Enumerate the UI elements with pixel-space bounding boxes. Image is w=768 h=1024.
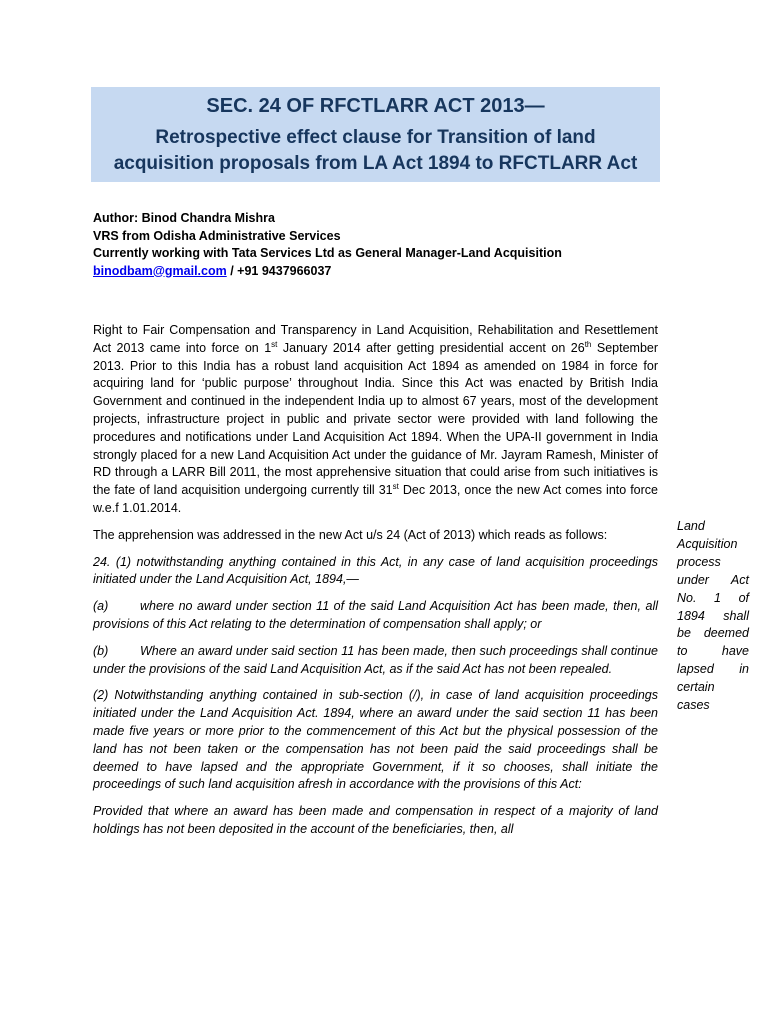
clause-a bbox=[93, 598, 658, 634]
superscript-th: th bbox=[584, 339, 592, 349]
document-body bbox=[93, 322, 658, 848]
subtitle-line-2: acquisition proposals from LA Act 1894 to RFCTLARR Act bbox=[113, 153, 638, 174]
section-24-1: 24. (1) notwithstanding anything contained in this Act, in any case of land acquisition proceedings initiated under the Land Acquisition Act, 1894,— bbox=[93, 554, 658, 587]
clause-b-text: Where an award under said section 11 has been made, then such proceedings shall continue under the provisions of the said Land Acquisition Act, as if the said Act has not been repealed. bbox=[93, 643, 658, 676]
title-box bbox=[91, 87, 660, 182]
page-title: SEC. 24 OF RFCTLARR ACT 2013— bbox=[206, 95, 545, 117]
superscript-st: st bbox=[271, 339, 278, 349]
subtitle-line-1: Retrospective effect clause for Transition of land bbox=[155, 127, 596, 148]
intro-text-a: Right to Fair Compensation and Transparency in Land Acquisition, Rehabilitation and Resettlement Act 2013 came into force on 1 bbox=[93, 323, 658, 355]
contact-separator: / bbox=[226, 263, 238, 278]
author-service: VRS from Odisha Administrative Services bbox=[93, 228, 341, 243]
clause-b bbox=[93, 643, 658, 679]
paragraph-apprehension: The apprehension was addressed in the new Act u/s 24 (Act of 2013) which reads as follows: bbox=[93, 527, 608, 542]
author-block bbox=[93, 210, 693, 280]
proviso: Provided that where an award has been made and compensation in respect of a majority of land holdings has not been deposited in the account of the beneficiaries, then, all bbox=[93, 804, 658, 836]
intro-text-c: September 2013. Prior to this India has a robust land acquisition Act 1894 as amended on 1984 in force for acquiring land for ‘public purpose’ throughout India. Since this Act was enacted by British India Government and continued in the independent India up to almost 67 years, most of the development projects, infrastructure project in public and private sector were provided with land following the procedures and notifications under Land Acquisition Act 1894. When the UPA-II government in India strongly placed for a new Land Acquisition Act under the guidance of Mr. Jayram Ramesh, Minister of RD through a LARR Bill 2011, the most apprehensive situation that could arise from such initiatives is the fate of land acquisition undergoing currently till 31 bbox=[93, 340, 659, 498]
intro-text-d: Dec 2013, once the new Act comes into force w.e.f 1.01.2014. bbox=[93, 483, 658, 515]
intro-text-b: January 2014 after getting presidential accent on 26 bbox=[277, 340, 585, 355]
margin-note: Land Acquisition process under Act No. 1 of 1894 shall be deemed to have lapsed in certain cases bbox=[677, 519, 749, 713]
phone-number: +91 9437966037 bbox=[237, 263, 332, 278]
clause-a-label: (a) bbox=[93, 599, 109, 614]
author-contact bbox=[93, 263, 693, 281]
clause-b-label: (b) bbox=[93, 643, 109, 658]
author-name: Author: Binod Chandra Mishra bbox=[93, 211, 275, 225]
clause-a-text: where no award under section 11 of the said Land Acquisition Act has been made, then, all provisions of this Act relating to the determination of compensation shall apply; or bbox=[93, 599, 658, 631]
page-subtitle bbox=[91, 125, 660, 177]
superscript-st-2: st bbox=[392, 482, 399, 492]
email-link[interactable]: binodbam@gmail.com bbox=[93, 263, 227, 278]
section-24-2: (2) Notwithstanding anything contained in sub-section (/), in case of land acquisition proceedings initiated under the Land Acquisition Act. 1894, where an award under the said section 11 has been made five years or more prior to the commencement of this Act but the physical possession of the land has not been taken or the compensation has not been paid the said proceedings shall be deemed to have lapsed and the appropriate Government, if it so chooses, shall initiate the proceedings of such land acquisition afresh in accordance with the provisions of this Act: bbox=[93, 688, 658, 792]
author-position: Currently working with Tata Services Ltd as General Manager-Land Acquisition bbox=[93, 246, 562, 260]
paragraph-intro bbox=[93, 322, 658, 518]
